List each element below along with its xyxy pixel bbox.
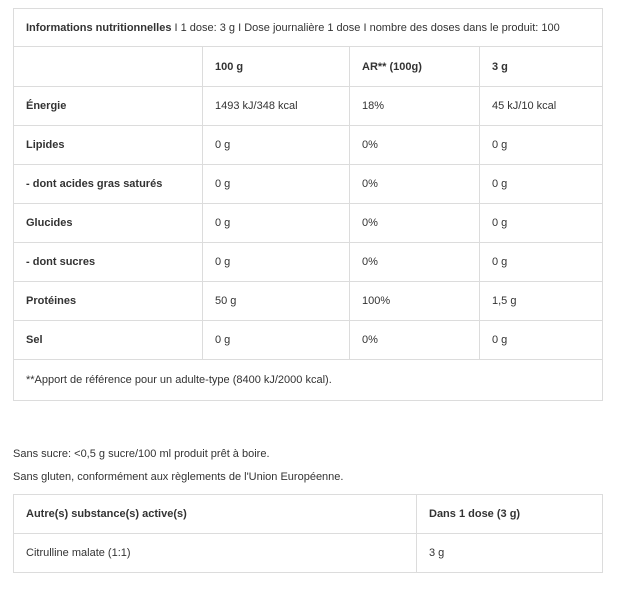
value-100g: 0 g	[203, 165, 350, 204]
active-header-substance: Autre(s) substance(s) active(s)	[14, 495, 417, 534]
value-ar: 0%	[350, 165, 480, 204]
substance-dose: 3 g	[417, 534, 603, 573]
value-dose: 45 kJ/10 kcal	[480, 87, 603, 126]
nutrition-subtitle: I 1 dose: 3 g I Dose journalière 1 dose I nombre des doses dans le produit: 100	[171, 21, 560, 34]
value-dose: 1,5 g	[480, 282, 603, 321]
table-row	[14, 534, 603, 573]
value-100g: 0 g	[203, 243, 350, 282]
header-cell-label	[14, 47, 203, 87]
table-row	[14, 204, 603, 243]
table-row	[14, 87, 603, 126]
value-ar: 0%	[350, 204, 480, 243]
header-cell-dose: 3 g	[480, 47, 603, 87]
value-ar: 100%	[350, 282, 480, 321]
nutrient-name: Lipides	[14, 126, 203, 165]
value-100g: 1493 kJ/348 kcal	[203, 87, 350, 126]
nutrient-name: Glucides	[14, 204, 203, 243]
footnote: **Apport de référence pour un adulte-type (8400 kJ/2000 kcal).	[14, 360, 603, 401]
active-header-dose: Dans 1 dose (3 g)	[417, 495, 603, 534]
value-dose: 0 g	[480, 165, 603, 204]
nutrient-name: - dont sucres	[14, 243, 203, 282]
header-cell-100g: 100 g	[203, 47, 350, 87]
sugar-free-note: Sans sucre: <0,5 g sucre/100 ml produit prêt à boire.	[13, 448, 270, 460]
value-100g: 0 g	[203, 126, 350, 165]
value-dose: 0 g	[480, 126, 603, 165]
value-dose: 0 g	[480, 321, 603, 360]
gluten-free-note: Sans gluten, conformément aux règlements de l'Union Européenne.	[13, 471, 344, 483]
value-100g: 0 g	[203, 204, 350, 243]
value-ar: 0%	[350, 321, 480, 360]
active-header-row	[14, 495, 603, 534]
table-row	[14, 165, 603, 204]
table-row	[14, 282, 603, 321]
value-ar: 0%	[350, 243, 480, 282]
value-dose: 0 g	[480, 243, 603, 282]
nutrition-title: Informations nutritionnelles	[26, 21, 172, 34]
substance-name: Citrulline malate (1:1)	[14, 534, 417, 573]
value-ar: 0%	[350, 126, 480, 165]
nutrient-name: - dont acides gras saturés	[14, 165, 203, 204]
product-notes	[13, 446, 608, 492]
nutrient-name: Énergie	[14, 87, 203, 126]
header-cell-ar: AR** (100g)	[350, 47, 480, 87]
table-row	[14, 321, 603, 360]
value-ar: 18%	[350, 87, 480, 126]
nutrition-table	[13, 8, 603, 401]
table-row	[14, 126, 603, 165]
nutrient-name: Sel	[14, 321, 203, 360]
nutrition-header-row	[14, 47, 603, 87]
table-row	[14, 243, 603, 282]
value-100g: 50 g	[203, 282, 350, 321]
nutrition-title-row	[14, 9, 603, 47]
value-dose: 0 g	[480, 204, 603, 243]
nutrition-title-cell	[14, 9, 603, 47]
value-100g: 0 g	[203, 321, 350, 360]
nutrient-name: Protéines	[14, 282, 203, 321]
active-substances-table	[13, 494, 603, 573]
footnote-row	[14, 360, 603, 401]
